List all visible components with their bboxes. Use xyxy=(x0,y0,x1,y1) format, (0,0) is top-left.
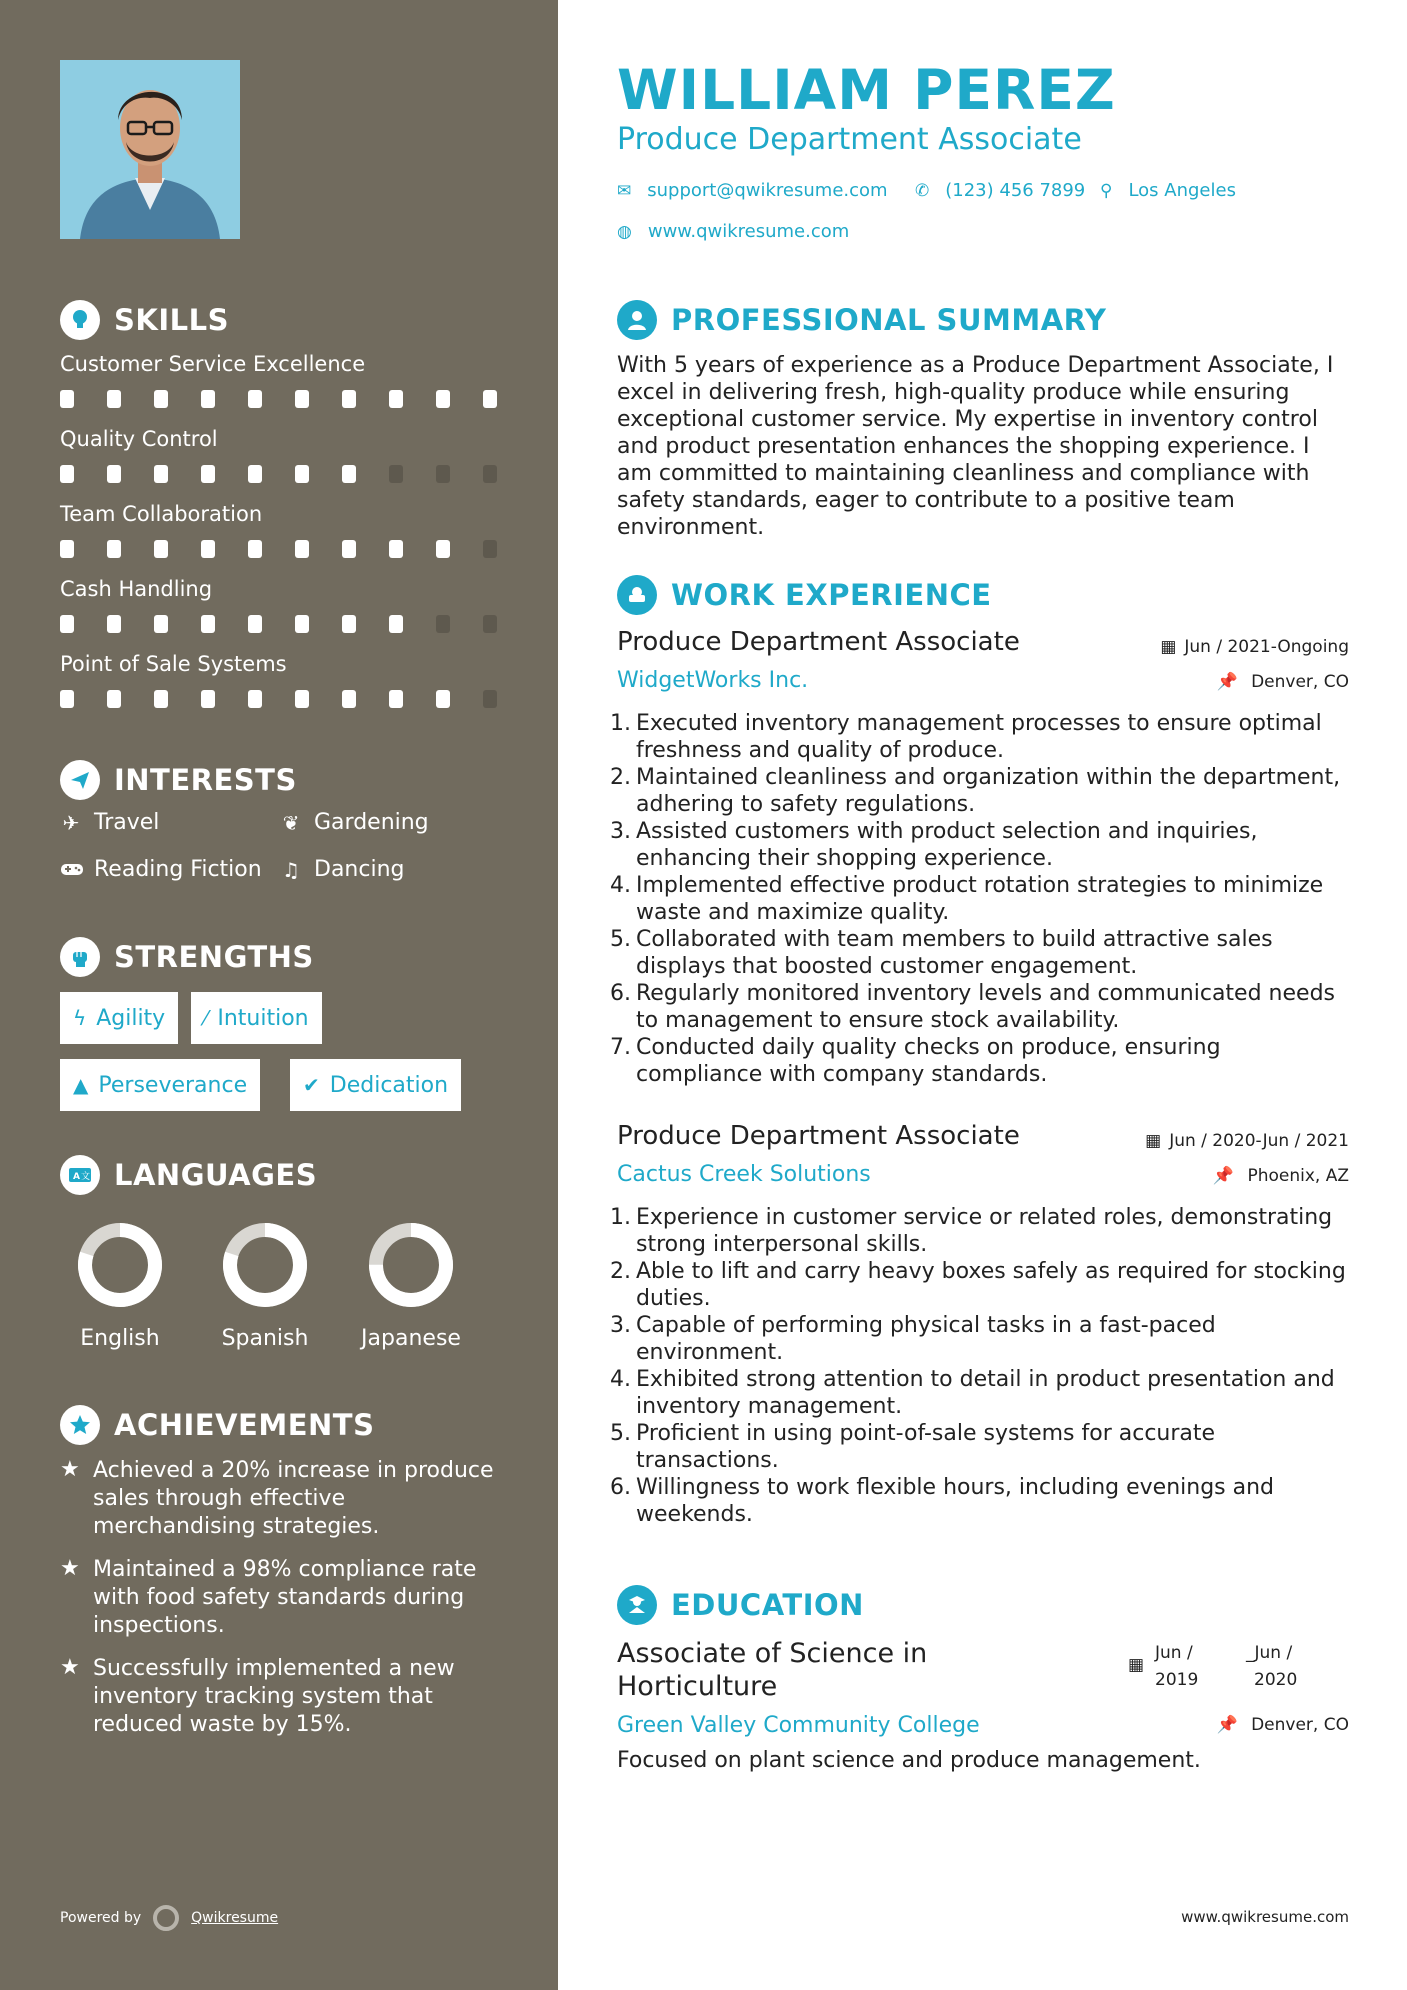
job-duty-number: 7. xyxy=(610,1035,631,1060)
job-duty-text: Proficient in using point-of-sale systems for accurate transactions. xyxy=(636,1421,1216,1473)
location-text: Los Angeles xyxy=(1128,180,1236,201)
language-label: Spanish xyxy=(221,1326,309,1351)
achievements-heading xyxy=(60,1405,374,1445)
summary-title: PROFESSIONAL SUMMARY xyxy=(671,303,1107,337)
star-icon: ★ xyxy=(60,1457,80,1482)
job-duty-text: Implemented effective product rotation strategies to minimize waste and maximize quality. xyxy=(636,873,1324,925)
skill-dot-filled xyxy=(342,390,356,408)
job-duty-item xyxy=(610,980,1350,1034)
job-duty-number: 6. xyxy=(610,1475,631,1500)
skill-name: Point of Sale Systems xyxy=(60,652,287,676)
education-heading xyxy=(617,1585,864,1625)
powered-by xyxy=(60,1905,278,1931)
interest-item xyxy=(60,810,159,835)
job-duty-item xyxy=(610,1474,1350,1528)
skill-name: Team Collaboration xyxy=(60,502,263,526)
job-duty-number: 4. xyxy=(610,873,631,898)
skill-dot-filled xyxy=(248,465,262,483)
job-duty-number: 6. xyxy=(610,981,631,1006)
profile-photo xyxy=(60,60,240,239)
job-title: Produce Department Associate xyxy=(617,1121,1020,1151)
job-duty-item xyxy=(610,1312,1350,1366)
skill-dot-filled xyxy=(248,390,262,408)
job-duty-text: Regularly monitored inventory levels and communicated needs to management to ensure stock availability. xyxy=(636,981,1335,1033)
languages-heading xyxy=(60,1155,317,1195)
globe-icon: ◍ xyxy=(617,221,632,242)
summary-heading xyxy=(617,300,1106,340)
plane-icon: ✈ xyxy=(62,810,80,835)
job-duty-item xyxy=(610,1366,1350,1420)
star-icon: ★ xyxy=(60,1556,80,1581)
job-duty-item xyxy=(610,1258,1350,1312)
calendar-icon: ▦ xyxy=(1128,1655,1145,1675)
job-location xyxy=(1217,672,1349,692)
job-duty-item xyxy=(610,1034,1350,1088)
skill-rating xyxy=(60,540,530,558)
interest-item xyxy=(280,857,404,882)
interests-heading xyxy=(60,760,297,800)
svg-text:文: 文 xyxy=(81,1172,91,1182)
skill-dot-filled xyxy=(154,390,168,408)
language-rings xyxy=(0,1215,558,1315)
skill-dot-empty xyxy=(483,465,497,483)
job-location-text: Phoenix, AZ xyxy=(1247,1166,1349,1186)
skill-dot-filled xyxy=(60,540,74,558)
skill-dot-empty xyxy=(483,615,497,633)
strength-badge xyxy=(290,1059,461,1111)
pin-icon: 📌 xyxy=(1216,672,1238,692)
map-pin-icon: ⚲ xyxy=(1100,180,1113,201)
skill-rating xyxy=(60,465,530,483)
language-label: English xyxy=(80,1326,160,1351)
skill-rating xyxy=(60,615,530,633)
job-duty-text: Maintained cleanliness and organization within the department, adhering to safety regulations. xyxy=(636,765,1341,817)
education-date-start xyxy=(1155,1640,1198,1694)
skill-dot-filled xyxy=(295,465,309,483)
education-title: EDUCATION xyxy=(671,1588,864,1622)
strengths-title: STRENGTHS xyxy=(114,940,314,974)
contact-location xyxy=(1100,180,1236,201)
skill-dot-filled xyxy=(342,690,356,708)
skill-dot-filled xyxy=(201,690,215,708)
skill-dot-filled xyxy=(154,615,168,633)
job-duty-item xyxy=(610,1420,1350,1474)
skill-rating xyxy=(60,690,530,708)
education-date-end xyxy=(1246,1640,1297,1694)
education-degree: Associate of Science in Horticulture xyxy=(617,1638,928,1702)
skill-dot-empty xyxy=(483,690,497,708)
footer-url[interactable]: www.qwikresume.com xyxy=(1181,1908,1349,1926)
education-location xyxy=(1217,1715,1349,1735)
skill-dot-filled xyxy=(107,615,121,633)
job-duty-number: 5. xyxy=(610,927,631,952)
experience-title: WORK EXPERIENCE xyxy=(671,578,992,612)
skill-dot-filled xyxy=(60,690,74,708)
skill-dot-filled xyxy=(154,465,168,483)
calendar-icon: ▦ xyxy=(1160,637,1177,657)
achievement-text: Achieved a 20% increase in produce sales through effective merchandising strategies. xyxy=(93,1458,494,1539)
education-school: Green Valley Community College xyxy=(617,1713,980,1738)
skill-dot-filled xyxy=(107,465,121,483)
job-duty-text: Executed inventory management processes to ensure optimal freshness and quality of produce. xyxy=(636,711,1322,763)
star-badge-icon xyxy=(60,1405,100,1445)
interests-title: INTERESTS xyxy=(114,763,297,797)
job-duties xyxy=(610,710,1350,1088)
skill-name: Cash Handling xyxy=(60,577,213,601)
skill-dot-filled xyxy=(107,390,121,408)
skill-dot-filled xyxy=(436,540,450,558)
skill-dot-empty xyxy=(483,540,497,558)
job-duty-text: Able to lift and carry heavy boxes safely as required for stocking duties. xyxy=(636,1259,1346,1311)
skill-dot-filled xyxy=(436,690,450,708)
skill-dot-filled xyxy=(248,690,262,708)
skill-dot-empty xyxy=(389,465,403,483)
job-date-text: Jun / 2020-Jun / 2021 xyxy=(1169,1131,1349,1151)
skill-dot-filled xyxy=(60,465,74,483)
interest-label: Gardening xyxy=(314,810,429,835)
summary-text: With 5 years of experience as a Produce Department Associate, I excel in delivering fresh, high-quality produce while ensuring exceptional customer service. My expertise in inventory control and product presentation enhances the shopping experience. I am committed to maintaining cleanliness and compliance with safety standards, eager to contribute to a positive team environment. xyxy=(617,353,1334,540)
briefcase-icon xyxy=(617,575,657,615)
skill-dot-filled xyxy=(295,540,309,558)
calendar-icon: ▦ xyxy=(1145,1131,1162,1151)
skill-dot-filled xyxy=(60,390,74,408)
phone-icon: ✆ xyxy=(915,180,930,201)
phone-text[interactable]: (123) 456 7899 xyxy=(945,180,1086,201)
job-duty-item xyxy=(610,1204,1350,1258)
interest-label: Travel xyxy=(94,810,160,835)
strength-label: Dedication xyxy=(329,1072,449,1098)
skill-dot-filled xyxy=(295,690,309,708)
skill-dot-filled xyxy=(295,390,309,408)
gamepad-icon xyxy=(60,858,82,882)
job-location-text: Denver, CO xyxy=(1251,672,1349,692)
job-duty-item xyxy=(610,818,1350,872)
pin-icon: 📌 xyxy=(1212,1166,1235,1186)
strength-badge xyxy=(191,992,322,1044)
leaf-icon: ❦ xyxy=(282,810,300,835)
strength-badge xyxy=(60,992,178,1044)
achievement-text: Maintained a 98% compliance rate with food safety standards during inspections. xyxy=(93,1557,477,1638)
contact-phone xyxy=(915,180,1085,201)
education-start-month: Jun / xyxy=(1155,1643,1193,1663)
skill-dot-filled xyxy=(342,615,356,633)
job-company: Cactus Creek Solutions xyxy=(617,1162,871,1187)
achievements-title: ACHIEVEMENTS xyxy=(114,1408,375,1442)
skill-dot-filled xyxy=(201,465,215,483)
job-duty-item xyxy=(610,710,1350,764)
skill-dot-filled xyxy=(201,540,215,558)
skill-dot-filled xyxy=(154,690,168,708)
interest-label: Dancing xyxy=(314,857,405,882)
bolt-icon: ϟ xyxy=(73,1006,87,1030)
achievement-item xyxy=(60,1556,500,1640)
job-duty-text: Assisted customers with product selection and inquiries, enhancing their shopping experience. xyxy=(636,819,1258,871)
job-location xyxy=(1213,1166,1349,1186)
skill-dot-filled xyxy=(436,390,450,408)
skill-dot-empty xyxy=(436,615,450,633)
skill-dot-filled xyxy=(389,390,403,408)
candidate-name: WILLIAM PEREZ xyxy=(617,58,1116,122)
check-circle-icon: ✔ xyxy=(303,1073,320,1097)
education-end-month: _Jun / xyxy=(1246,1643,1293,1663)
skill-dot-filled xyxy=(342,465,356,483)
experience-heading xyxy=(617,575,992,615)
education-end-month-text: Jun / xyxy=(1254,1643,1293,1663)
qwikresume-link[interactable]: Qwikresume xyxy=(191,1910,279,1926)
sidebar xyxy=(0,0,558,1990)
achievement-item xyxy=(60,1655,500,1739)
interest-item xyxy=(280,810,429,835)
job-duty-number: 2. xyxy=(610,765,631,790)
website-text[interactable]: www.qwikresume.com xyxy=(647,221,850,242)
job-duties xyxy=(610,1204,1350,1528)
strength-label: Intuition xyxy=(217,1005,309,1031)
job-duty-item xyxy=(610,872,1350,926)
job-duty-number: 3. xyxy=(610,819,631,844)
skill-dot-filled xyxy=(107,690,121,708)
job-duty-number: 3. xyxy=(610,1313,631,1338)
achievement-item xyxy=(60,1457,500,1541)
job-duty-text: Capable of performing physical tasks in a fast-paced environment. xyxy=(636,1313,1216,1365)
interest-item xyxy=(60,857,262,882)
pin-icon: 📌 xyxy=(1216,1715,1238,1735)
education-description: Focused on plant science and produce management. xyxy=(617,1748,1201,1773)
contact-email xyxy=(617,180,888,201)
job-duty-item xyxy=(610,764,1350,818)
job-duty-number: 1. xyxy=(610,711,631,736)
job-duty-text: Willingness to work flexible hours, including evenings and weekends. xyxy=(636,1475,1274,1527)
job-date-text: Jun / 2021-Ongoing xyxy=(1184,637,1349,657)
qwikresume-logo-icon xyxy=(153,1905,179,1931)
skill-dot-filled xyxy=(60,615,74,633)
strength-label: Agility xyxy=(96,1005,166,1031)
magic-wand-icon: ⁄ xyxy=(204,1006,208,1030)
skill-dot-filled xyxy=(295,615,309,633)
job-duty-number: 5. xyxy=(610,1421,631,1446)
candidate-role: Produce Department Associate xyxy=(617,122,1082,157)
powered-by-label: Powered by xyxy=(60,1910,142,1926)
education-location-text: Denver, CO xyxy=(1251,1715,1349,1735)
job-date xyxy=(1145,1131,1349,1151)
skill-dot-filled xyxy=(248,540,262,558)
skill-dot-filled xyxy=(389,615,403,633)
skill-dot-empty xyxy=(436,465,450,483)
skill-rating xyxy=(60,390,530,408)
star-icon: ★ xyxy=(60,1655,80,1680)
job-duty-number: 4. xyxy=(610,1367,631,1392)
job-duty-text: Experience in customer service or related roles, demonstrating strong interpersonal skills. xyxy=(636,1205,1333,1257)
achievement-text: Successfully implemented a new inventory tracking system that reduced waste by 15%. xyxy=(93,1656,455,1737)
job-company: WidgetWorks Inc. xyxy=(617,668,809,693)
skill-name: Quality Control xyxy=(60,427,218,451)
fist-icon xyxy=(60,937,100,977)
job-duty-number: 2. xyxy=(610,1259,631,1284)
education-end-year: 2020 xyxy=(1254,1670,1298,1690)
strength-badge xyxy=(60,1059,260,1111)
road-icon: ▲ xyxy=(73,1073,89,1097)
language-label: Japanese xyxy=(361,1326,461,1351)
skill-dot-filled xyxy=(201,615,215,633)
skill-dot-filled xyxy=(389,690,403,708)
skills-title: SKILLS xyxy=(114,303,229,337)
job-duty-text: Exhibited strong attention to detail in product presentation and inventory management. xyxy=(636,1367,1335,1419)
language-icon xyxy=(60,1155,100,1195)
graduation-icon xyxy=(617,1585,657,1625)
job-duty-number: 1. xyxy=(610,1205,631,1230)
job-duty-text: Collaborated with team members to build attractive sales displays that boosted customer engagement. xyxy=(636,927,1273,979)
skill-dot-filled xyxy=(107,540,121,558)
paper-plane-icon xyxy=(60,760,100,800)
education-start-year: 2019 xyxy=(1155,1670,1199,1690)
envelope-icon: ✉ xyxy=(617,180,632,201)
job-duty-item xyxy=(610,926,1350,980)
job-duty-text: Conducted daily quality checks on produce, ensuring compliance with company standards. xyxy=(636,1035,1221,1087)
job-date xyxy=(1160,637,1349,657)
skill-dot-filled xyxy=(389,540,403,558)
strength-label: Perseverance xyxy=(98,1072,248,1098)
skill-dot-filled xyxy=(201,390,215,408)
lightbulb-icon xyxy=(60,300,100,340)
contact-website xyxy=(617,221,849,242)
skill-dot-filled xyxy=(483,390,497,408)
music-icon: ♫ xyxy=(282,857,300,882)
languages-title: LANGUAGES xyxy=(114,1158,318,1192)
skill-dot-filled xyxy=(342,540,356,558)
job-title: Produce Department Associate xyxy=(617,627,1020,657)
email-text[interactable]: support@qwikresume.com xyxy=(647,180,888,201)
skill-name: Customer Service Excellence xyxy=(60,352,366,376)
skill-dot-filled xyxy=(248,615,262,633)
skills-heading xyxy=(60,300,229,340)
user-icon xyxy=(617,300,657,340)
strengths-heading xyxy=(60,937,314,977)
interest-label: Reading Fiction xyxy=(94,857,262,882)
svg-text:A: A xyxy=(73,1172,80,1182)
skill-dot-filled xyxy=(154,540,168,558)
